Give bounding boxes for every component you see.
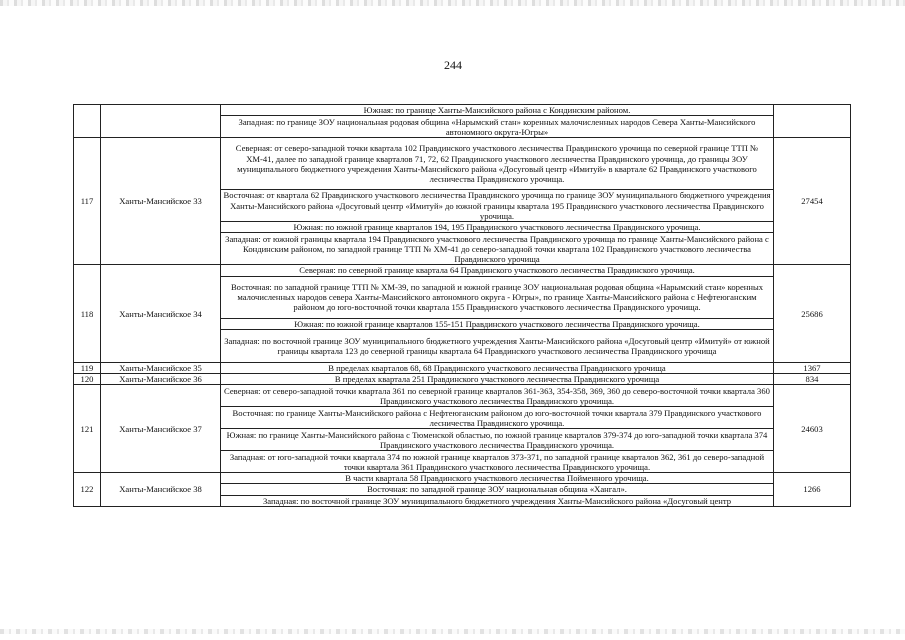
boundary-description: Северная: по северной границе квартала 64 Правдинского участкового лесничества Правдинского урочища.	[221, 265, 774, 276]
boundary-description: Западная: по границе ЗОУ национальная родовая община «Нарымский стан» коренных малочисленных народов Севера Ханты-Мансийского автономного округа-Югры»	[221, 116, 774, 138]
table-row	[74, 362, 851, 373]
row-number: 122	[74, 473, 101, 507]
row-number: 118	[74, 265, 101, 362]
scan-edge-top	[0, 0, 905, 6]
area-value	[774, 105, 851, 138]
boundary-description: Западная: от юго-западной точки квартала 374 по южной границе кварталов 373-371, по западной границе кварталов 362, 361 до северо-западной точки квартала 361 Правдинского участкового лесничества Правдинского урочища.	[221, 451, 774, 473]
boundary-description: Южная: по южной границе кварталов 155-151 Правдинского участкового лесничества Правдинского урочища.	[221, 318, 774, 329]
table-row	[74, 105, 851, 116]
boundaries-table-body	[74, 105, 851, 507]
page-number: 244	[444, 58, 462, 72]
boundary-description: Западная: по восточной границе ЗОУ муниципального бюджетного учреждения Ханты-Мансийского района «Досуговый центр	[221, 495, 774, 506]
row-number: 120	[74, 374, 101, 385]
area-name: Ханты-Мансийское 33	[101, 138, 221, 265]
area-value: 24603	[774, 385, 851, 473]
area-name: Ханты-Мансийское 36	[101, 374, 221, 385]
area-name: Ханты-Мансийское 37	[101, 385, 221, 473]
boundary-description: Южная: по границе Ханты-Мансийского района с Кондинским районом.	[221, 105, 774, 116]
boundary-description: В пределах квартала 251 Правдинского участкового лесничества Правдинского урочища	[221, 374, 774, 385]
boundary-description: Северная: от северо-западной точки квартала 102 Правдинского участкового лесничества Правдинского урочища по северной границе ТТП № ХМ-41, далее по западной границе кварталов 71, 72, 62 Правдинского участкового лесничества Правдинского урочища, до границы ЗОУ муниципального бюджетного учреждения Ханты-Мансийского района «Досуговый центр «Имитуй» в квартале 62 Правдинского участкового лесничества Правдинского урочища.	[221, 138, 774, 190]
table-row	[74, 374, 851, 385]
area-name: Ханты-Мансийское 34	[101, 265, 221, 362]
boundary-description: Восточная: по западной границе ЗОУ национальная община «Хангал».	[221, 484, 774, 495]
area-name: Ханты-Мансийское 35	[101, 362, 221, 373]
area-value: 27454	[774, 138, 851, 265]
area-value: 1367	[774, 362, 851, 373]
area-value: 834	[774, 374, 851, 385]
row-number	[74, 105, 101, 138]
boundary-description: Восточная: от квартала 62 Правдинского участкового лесничества Правдинского урочища по границе ЗОУ муниципального бюджетного учреждения Ханты-Мансийского района «Досуговый центр «Имитуй» до южной границы квартала 195 Правдинского участкового лесничества Правдинского урочища.	[221, 190, 774, 222]
table-row	[74, 138, 851, 190]
boundary-description: В части квартала 58 Правдинского участкового лесничества Пойменного урочища.	[221, 473, 774, 484]
row-number: 117	[74, 138, 101, 265]
boundary-description: Западная: от южной границы квартала 194 Правдинского участкового лесничества Правдинского урочища по границе Ханты-Мансийского района с Кондинским районом, по западной границе ТТП № ХМ-41 до северо-западной точки квартала 102 Правдинского участкового лесничества Правдинского урочища	[221, 233, 774, 265]
table-row	[74, 473, 851, 484]
table-row	[74, 385, 851, 407]
row-number: 119	[74, 362, 101, 373]
boundary-description: Южная: по южной границе кварталов 194, 195 Правдинского участкового лесничества Правдинского урочища.	[221, 222, 774, 233]
boundary-description: Восточная: по границе Ханты-Мансийского района с Нефтеюганским районом до юго-восточной точки квартала 379 Правдинского участкового лесничества Правдинского урочища.	[221, 407, 774, 429]
row-number: 121	[74, 385, 101, 473]
table-row	[74, 265, 851, 276]
boundary-description: Западная: по восточной границе ЗОУ муниципального бюджетного учреждения Ханты-Мансийского района «Досуговый центр «Имитуй» от южной границы квартала 123 до северной границы квартала 64 Правдинского участкового лесничества Правдинского урочища	[221, 329, 774, 362]
boundary-description: Восточная: по западной границе ТТП № ХМ-39, по западной и южной границе ЗОУ национальная родовая община «Нарымский стан» коренных малочисленных народов севера Ханты-Мансийского автономного округа - Югры», по границе Ханты-Мансийского района с Нефтеюганским районом до юго-восточной точки квартала 155 Правдинского участкового лесничества Правдинского урочища.	[221, 276, 774, 318]
boundary-description: Южная: по границе Ханты-Мансийского района с Тюменской областью, по южной границе кварталов 379-374 до юго-западной точки квартала 374 Правдинского участкового лесничества Правдинского урочища.	[221, 429, 774, 451]
area-name	[101, 105, 221, 138]
area-value: 1266	[774, 473, 851, 507]
boundary-description: В пределах кварталов 68, 68 Правдинского участкового лесничества Правдинского урочища	[221, 362, 774, 373]
area-value: 25686	[774, 265, 851, 362]
area-name: Ханты-Мансийское 38	[101, 473, 221, 507]
scan-edge-bottom	[0, 629, 905, 634]
boundaries-table	[73, 104, 851, 507]
boundary-description: Северная: от северо-западной точки квартала 361 по северной границе кварталов 361-363, 354-358, 369, 360 до северо-восточной точки квартала 360 Правдинского участкового лесничества Правдинского урочища.	[221, 385, 774, 407]
